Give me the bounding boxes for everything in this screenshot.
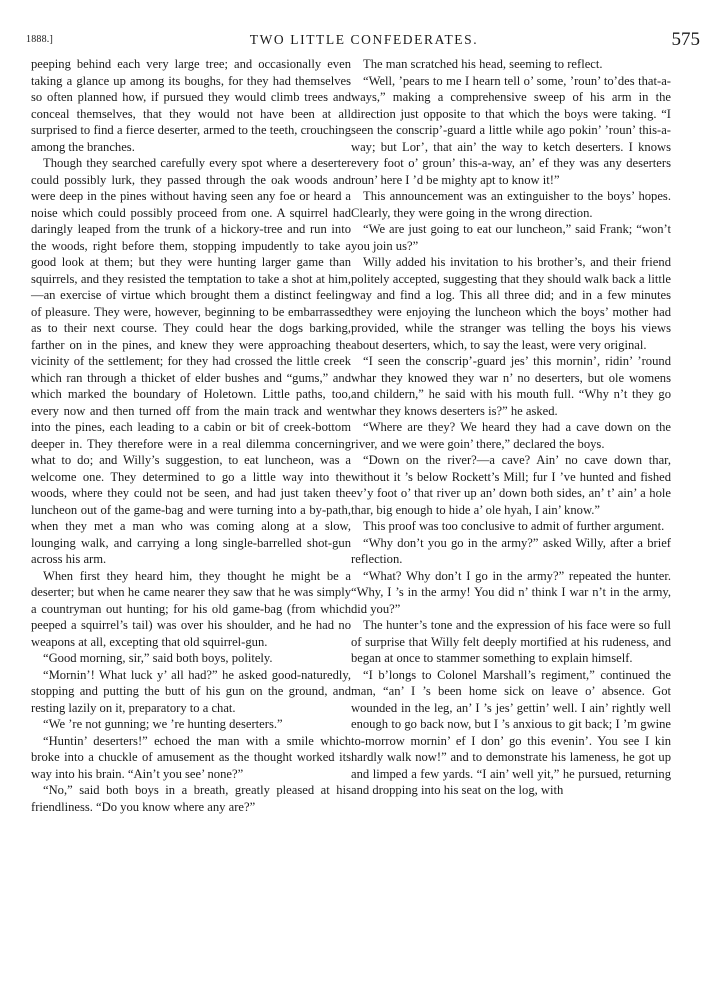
paragraph: Willy added his invitation to his brother’s, and their friend politely accepted, suggesting that they should walk back a little way and find a log. This all three did; and in a few minutes they were enjoying the luncheon which the boys’ mother had provided, while the stranger was telling the boys his views about deserters, which, to say the least, were very original. <box>351 255 671 352</box>
paragraph: “We are just going to eat our luncheon,” said Frank; “won’t you join us?” <box>351 222 671 253</box>
paragraph: “Down on the river?—a cave? Ain’ no cave down thar, without it ’s below Rockett’s Mill; fur I ’ve hunted and fished ev’y foot o’ that river up an’ down both sides, an’ t’ ain’ a hole thar, big enough to hide a’ ole hyah, I ain’ know.” <box>351 453 671 517</box>
paragraph: “What? Why don’t I go in the army?” repeated the hunter. “Why, I ’s in the army! You did n’ think I war n’t in the army, did you?” <box>351 568 671 616</box>
left-column <box>31 56 351 815</box>
paragraph: “No,” said both boys in a breath, greatly pleased at his friendliness. “Do you know where any are?” <box>31 783 351 814</box>
paragraph: The hunter’s tone and the expression of his face were so full of surprise that Willy felt deeply mortified at his rudeness, and began at once to stammer something to explain himself. <box>351 618 671 665</box>
header-title: TWO LITTLE CONFEDERATES. <box>249 32 479 47</box>
paragraph: The man scratched his head, seeming to reflect. <box>363 57 603 71</box>
paragraph: This announcement was an extinguisher to the boys’ hopes. Clearly, they were going in the wrong direction. <box>351 189 671 220</box>
paragraph: When first they heard him, they thought he might be a deserter; but when he came nearer they saw that he was simply a countryman out hunting; for his old game-bag (from which peeped a squirrel’s tail) was over his shoulder, and he had no weapons at all, excepting that old squirrel-gun. <box>31 568 351 649</box>
paragraph: “Mornin’! What luck y’ all had?” he asked good-naturedly, stopping and putting the butt of his gun on the ground, and resting lazily on it, preparatory to a chat. <box>31 667 351 715</box>
running-header <box>26 30 702 52</box>
paragraph: “Huntin’ deserters!” echoed the man with a smile which broke into a chuckle of amusement as the thought worked its way into his brain. “Ain’t you see’ none?” <box>31 733 351 781</box>
paragraph: “Good morning, sir,” said both boys, politely. <box>43 651 273 665</box>
paragraph: “I seen the conscrip’-guard jes’ this mornin’, ridin’ ’round whar they knowed they war n’ no deserters, but ole womens and childern,” he said with his mouth full. “Why n’t they go whar they knows deserters is?” he asked. <box>351 354 671 418</box>
paragraph: “Why don’t you go in the army?” asked Willy, after a brief reflection. <box>351 535 671 566</box>
paragraph: This proof was too conclusive to admit of further argument. <box>363 519 665 533</box>
paragraph: “Where are they? We heard they had a cave down on the river, and we were goin’ there,” declared the boys. <box>351 420 671 451</box>
right-column <box>351 56 671 799</box>
page-number: 575 <box>671 29 700 50</box>
paragraph: “I b’longs to Colonel Marshall’s regiment,” continued the man, “an’ I ’s been home sick on leave o’ absence. Got wounded in the leg, an’ I ’s jes’ gettin’ well. I ain’ rightly well enough to go back now, but I ’s anxious to git back; I ’m gwine to-morrow mornin’ ef I don’ go this evenin’. You see I kin hardly walk now!” and to demonstrate his lameness, he got up and limped a few yards. “I ain’ well yit,” he pursued, returning and dropping into his seat on the log, with <box>351 667 671 797</box>
header-year: 1888.] <box>26 34 54 45</box>
paragraph: Though they searched carefully every spot where a deserter could possibly lurk, they passed through the oak woods and were deep in the pines without having seen any foe or heard a noise which could possibly proceed from one. A squirrel had daringly leaped from the trunk of a hickory-tree and run into the woods, right before them, stopping impudently to take a good look at them; but they were hunting larger game than squirrels, and they resisted the temptation to take a shot at him,—an exercise of virtue which brought them a distinct feeling of pleasure. They were, however, beginning to be embarrassed as to their next course. They could hear the dogs barking, farther on in the pines, and knew they were approaching the vicinity of the settlement; for they had crossed the little creek which ran through a thicket of elder bushes and “gums,” and which marked the boundary of Holetown. Little paths, too, every now and then turned off from the main track and went into the pines, each leading to a cabin or bit of creek-bottom deeper in. They therefore were in a real dilemma concerning what to do; and Willy’s suggestion, to eat luncheon, was a welcome one. They determined to go a little way into the woods, where they could not be seen, and had just taken the luncheon out of the game-bag and were turning into a by-path, when they met a man who was coming along at a slow, lounging walk, and carrying a long single-barrelled shot-gun across his arm. <box>31 156 351 566</box>
paragraph: “Well, ’pears to me I hearn tell o’ some, ’roun’ to’des that-a-ways,” making a comprehensive sweep of his arm in the direction just opposite to that which the boys were taking. “I seen the conscrip’-guard a little while ago pokin’ ’roun’ this-a-way; but Lor’, that ain’ the way to ketch deserters. I knows every foot o’ groun’ this-a-way, an’ ef they was any deserters roun’ here I ’d be mighty apt to know it!” <box>351 73 671 187</box>
paragraph: peeping behind each very large tree; and occasionally even taking a glance up among its boughs, for they had themselves so often planned how, if pursued they would climb trees and conceal themselves, that they would not have been at all surprised to find a fierce deserter, armed to the teeth, crouching among the branches. <box>31 57 351 154</box>
paragraph: “We ’re not gunning; we ’re hunting deserters.” <box>43 717 283 731</box>
